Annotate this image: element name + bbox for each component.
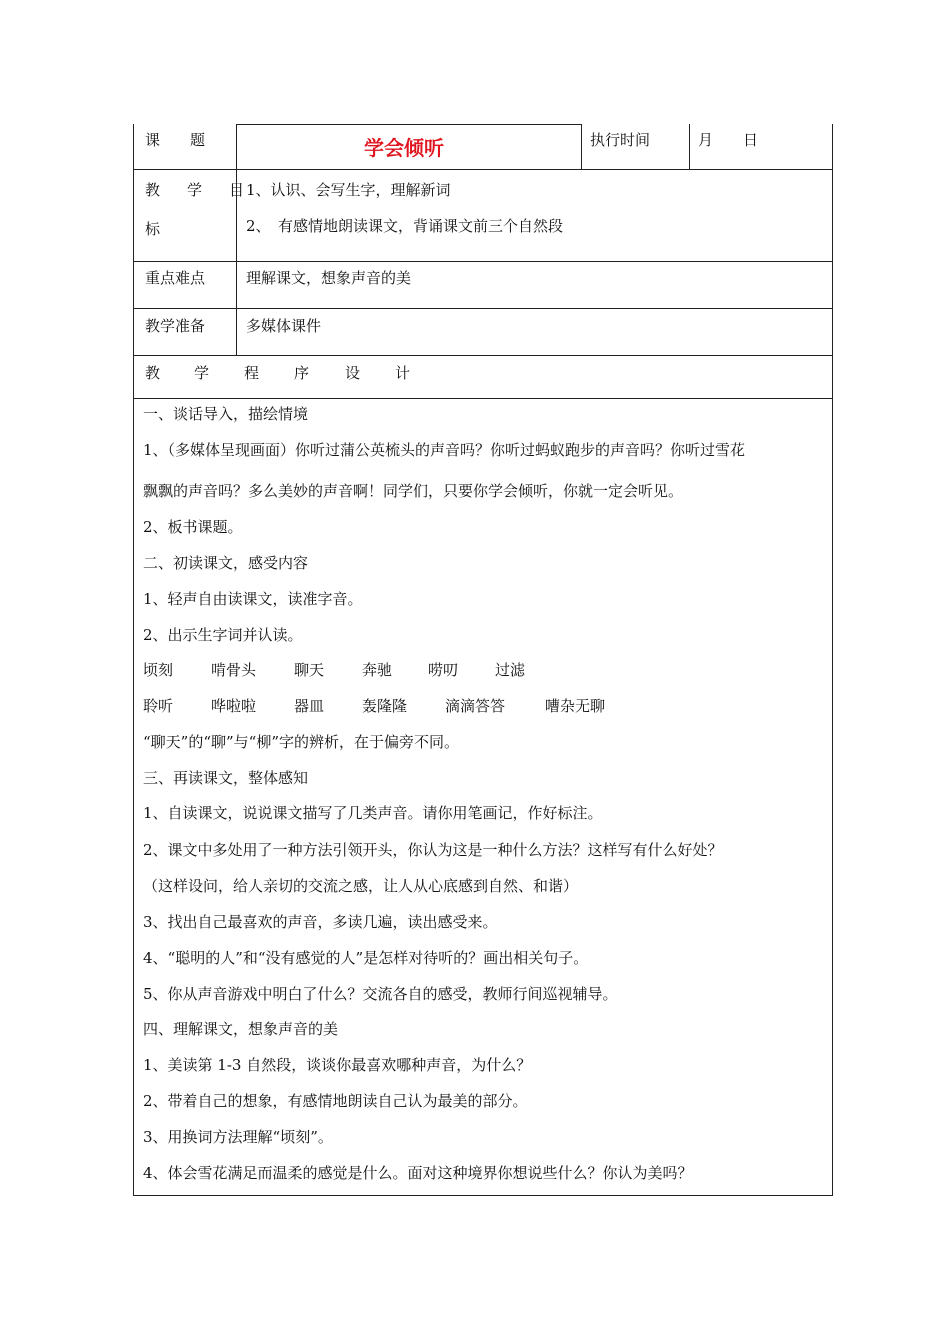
design-heading-char: 设 — [345, 364, 361, 382]
design-heading-char: 计 — [395, 364, 411, 382]
row-divider — [133, 355, 833, 356]
paragraph: 2、带着自己的想象，有感情地朗读自己认为最美的部分。 — [143, 1092, 528, 1110]
row-divider — [133, 308, 833, 309]
header-divider — [689, 124, 690, 170]
vocab-word: 器皿 — [294, 697, 325, 715]
paragraph: 5、你从声音游戏中明白了什么？交流各自的感受，教师行间巡视辅导。 — [143, 985, 618, 1003]
paragraph: 1、自读课文，说说课文描写了几类声音。请你用笔画记，作好标注。 — [143, 804, 603, 822]
vocab-word: 滴滴答答 — [445, 697, 506, 715]
design-heading-char: 程 — [244, 364, 260, 382]
vocab-word: 嘈杂无聊 — [545, 697, 606, 715]
table-border-right — [832, 124, 833, 1196]
vocab-word: 聊天 — [294, 661, 325, 679]
exec-time-label: 执行时间 — [590, 131, 651, 149]
row-divider — [133, 398, 833, 399]
vocab-word: 哗啦啦 — [211, 697, 257, 715]
paragraph: 2、板书课题。 — [143, 518, 243, 536]
section-title: 三、再读课文，整体感知 — [143, 769, 309, 787]
vocab-word: 奔驰 — [362, 661, 393, 679]
paragraph: “聊天”的“聊”与“柳”字的辨析，在于偏旁不同。 — [143, 733, 460, 751]
header-divider — [581, 124, 582, 170]
section-title: 一、谈话导入，描绘情境 — [143, 405, 309, 423]
goals-label-line1: 教 学 目 — [145, 181, 251, 199]
design-heading-char: 学 — [194, 364, 210, 382]
paragraph: 4、体会雪花满足而温柔的感觉是什么。面对这种境界你想说些什么？你认为美吗？ — [143, 1164, 693, 1182]
paragraph: 3、用换词方法理解“顷刻”。 — [143, 1128, 333, 1146]
page-title: 学会倾听 — [364, 136, 444, 160]
table-border-left — [133, 124, 134, 1196]
section-title: 四、理解课文，想象声音的美 — [143, 1020, 339, 1038]
vocab-word: 顷刻 — [143, 661, 174, 679]
key-points-label: 重点难点 — [145, 269, 206, 287]
vocab-word: 过滤 — [495, 661, 526, 679]
paragraph: 2、出示生字词并认读。 — [143, 626, 303, 644]
label-column-divider — [236, 124, 237, 356]
vocab-word: 啃骨头 — [211, 661, 257, 679]
preparation-label: 教学准备 — [145, 317, 206, 335]
goals-label-line2: 标 — [145, 220, 161, 238]
design-heading-char: 教 — [145, 364, 161, 382]
row-divider — [133, 261, 833, 262]
preparation-value: 多媒体课件 — [246, 317, 322, 335]
paragraph: 2、课文中多处用了一种方法引领开头，你认为这是一种什么方法？这样写有什么好处？ — [143, 841, 723, 859]
design-heading-char: 序 — [294, 364, 310, 382]
section-title: 二、初读课文，感受内容 — [143, 554, 309, 572]
paragraph: 3、找出自己最喜欢的声音，多读几遍，读出感受来。 — [143, 913, 498, 931]
date-label: 月 日 — [698, 131, 759, 149]
paragraph: 4、“聪明的人”和“没有感觉的人”是怎样对待听的？画出相关句子。 — [143, 949, 589, 967]
key-points-value: 理解课文，想象声音的美 — [246, 269, 412, 287]
goal-item: 1、认识、会写生字，理解新词 — [246, 181, 451, 199]
vocab-word: 轰隆隆 — [362, 697, 408, 715]
paragraph: （这样设问，给人亲切的交流之感，让人从心底感到自然、和谐） — [143, 877, 579, 895]
vocab-word: 聆听 — [143, 697, 174, 715]
paragraph: 飘飘的声音吗？多么美妙的声音啊！同学们，只要你学会倾听，你就一定会听见。 — [143, 482, 684, 500]
row-divider — [133, 169, 833, 170]
goal-item: 2、 有感情地朗读课文，背诵课文前三个自然段 — [246, 217, 564, 235]
table-border-bottom — [133, 1195, 833, 1196]
paragraph: 1、美读第 1-3 自然段，谈谈你最喜欢哪种声音，为什么？ — [143, 1056, 532, 1074]
vocab-word: 唠叨 — [428, 661, 459, 679]
paragraph: 1、轻声自由读课文，读准字音。 — [143, 590, 363, 608]
paragraph: 1、（多媒体呈现画面）你听过蒲公英梳头的声音吗？你听过蚂蚁跑步的声音吗？你听过雪花 — [143, 441, 746, 459]
subject-label: 课 题 — [145, 131, 206, 149]
title-box-top — [236, 124, 581, 125]
